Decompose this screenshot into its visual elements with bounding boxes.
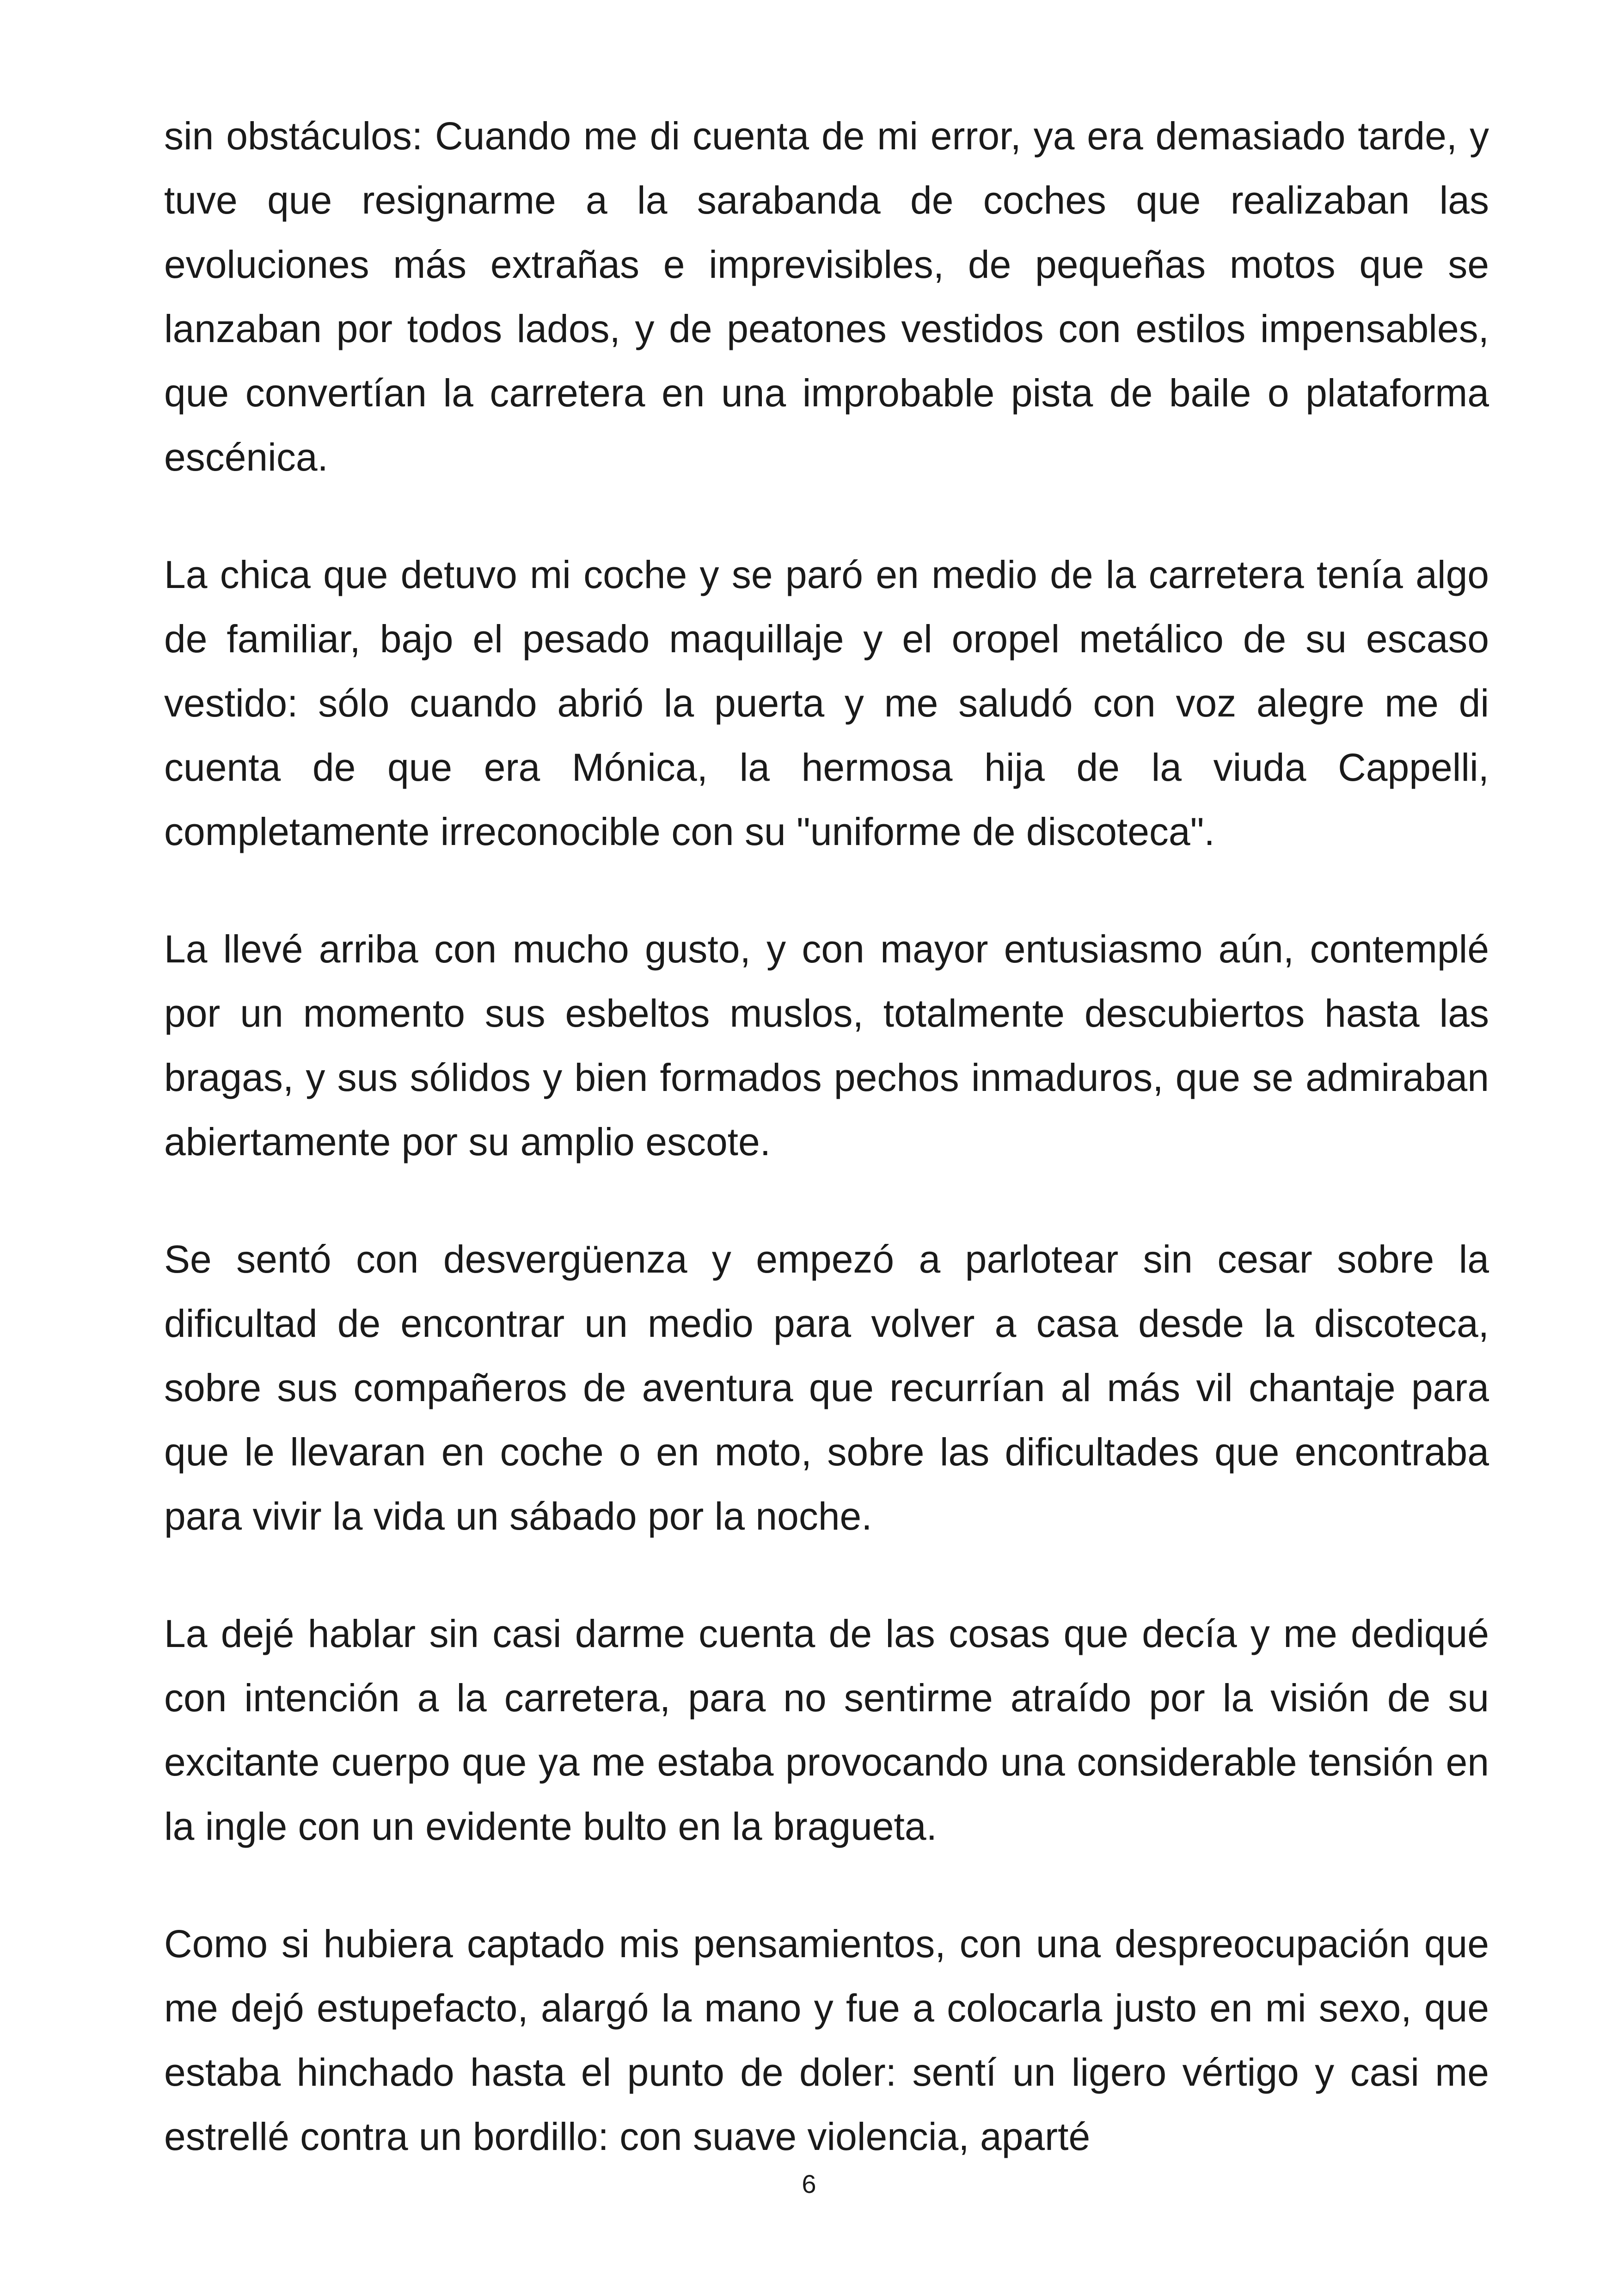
body-text	[164, 104, 1489, 2222]
paragraph-4: Se sentó con desvergüenza y empezó a parlotear sin cesar sobre la dificultad de encontrar un medio para volver a casa desde la discoteca, sobre sus compañeros de aventura que recurrían al más vil chantaje para que le llevaran en coche o en moto, sobre las dificultades que encontraba para vivir la vida un sábado por la noche.	[164, 1237, 1489, 1538]
page-number: 6	[802, 2169, 816, 2198]
paragraph-5: La dejé hablar sin casi darme cuenta de las cosas que decía y me dediqué con intención a la carretera, para no sentirme atraído por la visión de su excitante cuerpo que ya me estaba provocando una considerable tensión en la ingle con un evidente bulto en la bragueta.	[164, 1612, 1489, 1848]
paragraph-1: sin obstáculos: Cuando me di cuenta de mi error, ya era demasiado tarde, y tuve que resignarme a la sarabanda de coches que realizaban las evoluciones más extrañas e imprevisibles, de pequeñas motos que se lanzaban por todos lados, y de peatones vestidos con estilos impensables, que convertían la carretera en una improbable pista de baile o plataforma escénica.	[164, 114, 1489, 479]
paragraph-3: La llevé arriba con mucho gusto, y con mayor entusiasmo aún, contemplé por un momento sus esbeltos muslos, totalmente descubiertos hasta las bragas, y sus sólidos y bien formados pechos inmaduros, que se admiraban abiertamente por su amplio escote.	[164, 927, 1489, 1163]
paragraph-2: La chica que detuvo mi coche y se paró en medio de la carretera tenía algo de familiar, bajo el pesado maquillaje y el oropel metálico de su escaso vestido: sólo cuando abrió la puerta y me saludó con voz alegre me di cuenta de que era Mónica, la hermosa hija de la viuda Cappelli, completamente irreconocible con su "uniforme de discoteca".	[164, 553, 1489, 853]
paragraph-6: Como si hubiera captado mis pensamientos, con una despreocupación que me dejó estupefacto, alargó la mano y fue a colocarla justo en mi sexo, que estaba hinchado hasta el punto de doler: sentí un ligero vértigo y casi me estrellé contra un bordillo: con suave violencia, aparté	[164, 1922, 1489, 2158]
